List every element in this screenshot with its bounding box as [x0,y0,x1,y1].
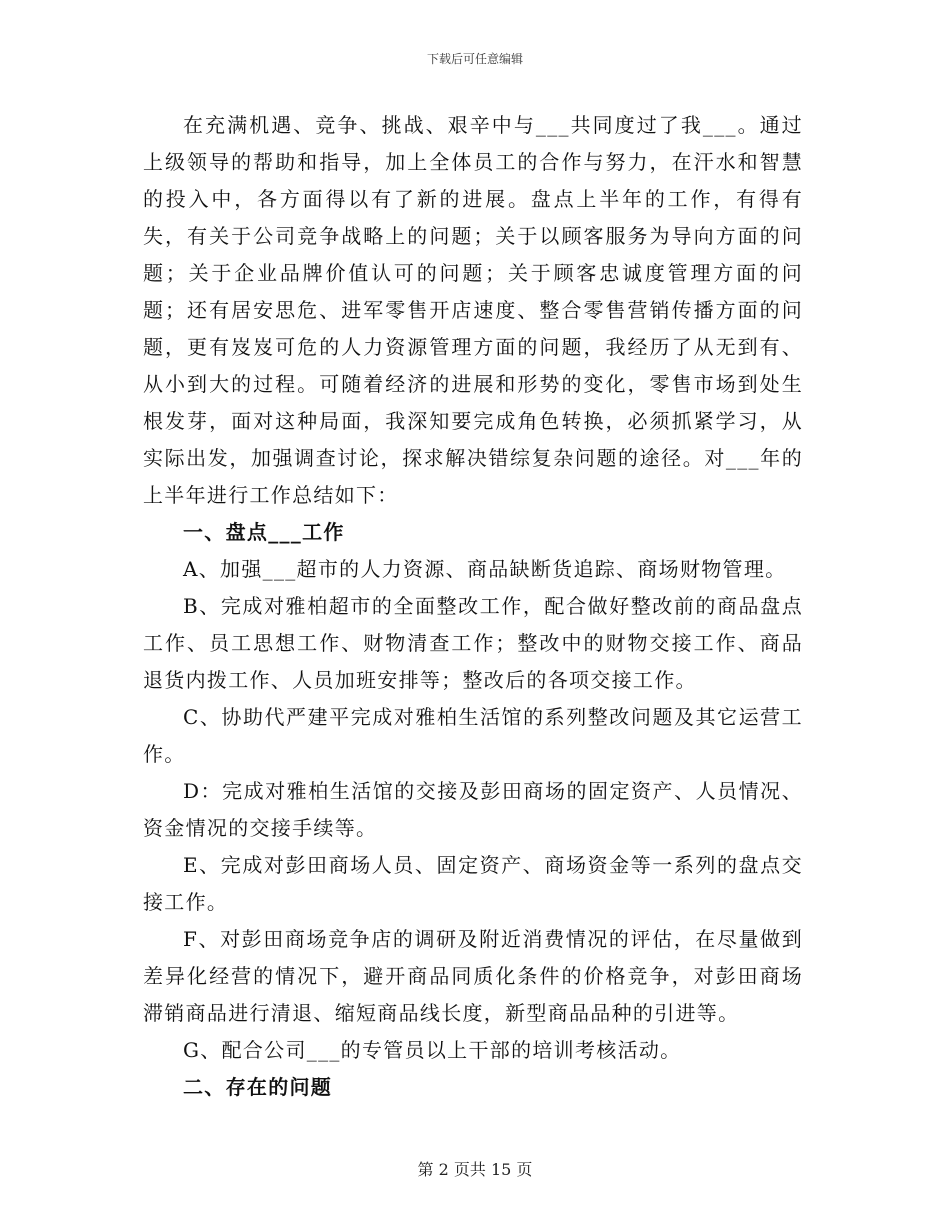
section-heading-1: 一、盘点___工作 [183,520,345,544]
item-a: A、加强___超市的人力资源、商品缺断货追踪、商场财物管理。 [183,557,787,581]
document-body [143,107,803,1106]
item-c: C、协助代严建平完成对雅柏生活馆的系列整改问题及其它运营工作。 [143,705,803,766]
item-e: E、完成对彭田商场人员、固定资产、商场资金等一系列的盘点交接工作。 [143,853,803,914]
page-header: 下载后可任意编辑 [426,52,523,66]
page-footer: 第 2 页共 15 页 [417,1160,533,1179]
item-f: F、对彭田商场竞争店的调研及附近消费情况的评估，在尽量做到差异化经营的情况下，避开商品同质化条件的价格竞争，对彭田商场滞销商品进行清退、缩短商品线长度，新型商品品种的引进等。 [143,927,803,1025]
item-g: G、配合公司___的专管员以上干部的培训考核活动。 [183,1038,682,1062]
item-b: B、完成对雅柏超市的全面整改工作，配合做好整改前的商品盘点工作、员工思想工作、财物清查工作；整改中的财物交接工作、商品退货内拨工作、人员加班安排等；整改后的各项交接工作。 [143,594,803,692]
intro-paragraph: 在充满机遇、竞争、挑战、艰辛中与___共同度过了我___。通过上级领导的帮助和指导，加上全体员工的合作与努力，在汗水和智慧的投入中，各方面得以有了新的进展。盘点上半年的工作，有得有失，有关于公司竞争战略上的问题；关于以顾客服务为导向方面的问题；关于企业品牌价值认可的问题；关于顾客忠诚度管理方面的问题；还有居安思危、进军零售开店速度、整合零售营销传播方面的问题，更有岌岌可危的人力资源管理方面的问题，我经历了从无到有、从小到大的过程。可随着经济的进展和形势的变化，零售市场到处生根发芽，面对这种局面，我深知要完成角色转换，必须抓紧学习，从实际出发，加强调查讨论，探求解决错综复杂问题的途径。对___年的上半年进行工作总结如下： [143,113,803,507]
section-heading-2: 二、存在的问题 [183,1075,333,1099]
item-d: D：完成对雅柏生活馆的交接及彭田商场的固定资产、人员情况、资金情况的交接手续等。 [143,779,803,840]
